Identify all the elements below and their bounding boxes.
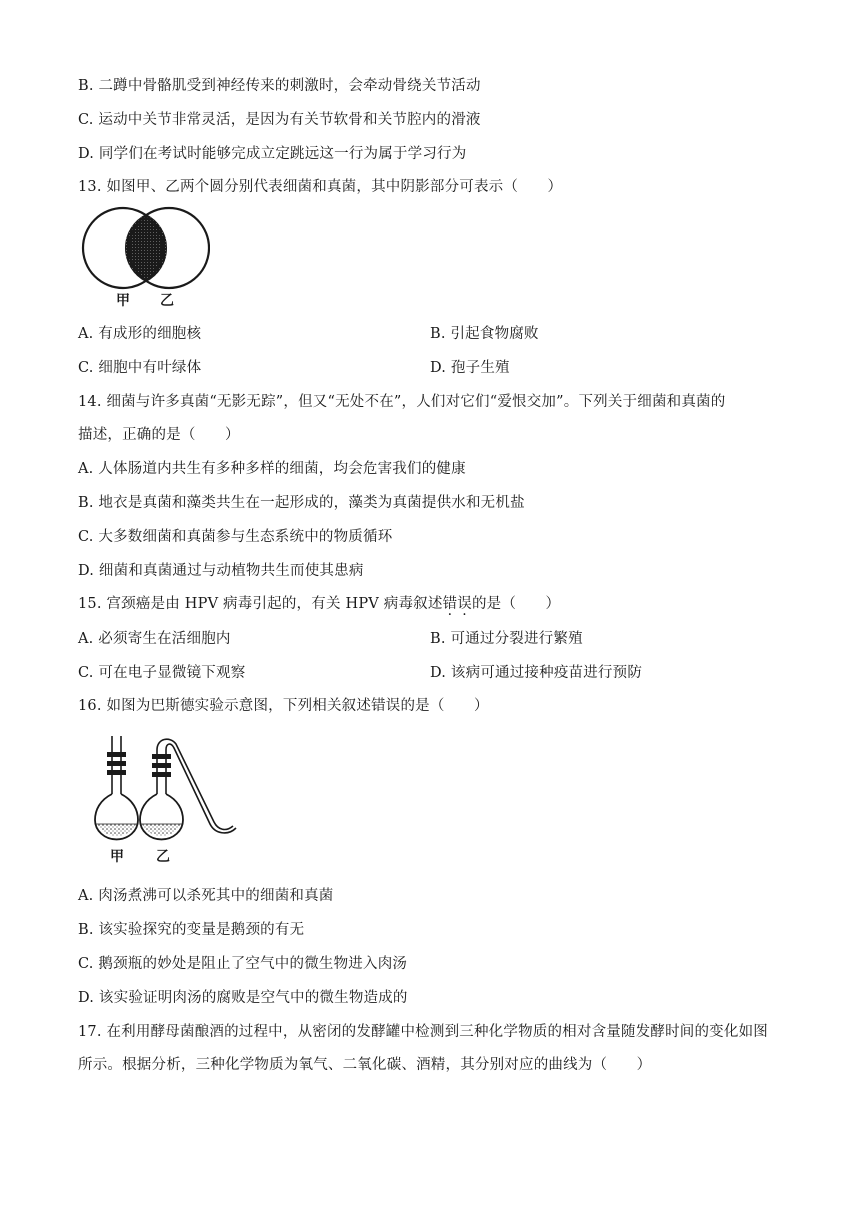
venn-label-yi: 乙	[160, 293, 174, 309]
q17-stem-line2: 所示。根据分析，三种化学物质为氧气、二氧化碳、酒精，其分别对应的曲线为（ ）	[78, 1057, 652, 1073]
pasteur-flask-diagram	[90, 732, 250, 844]
q15-stem-emph-1: 错	[442, 596, 458, 612]
q14-option-d: D. 细菌和真菌通过与动植物共生而使其患病	[78, 563, 364, 579]
q16-option-d: D. 该实验证明肉汤的腐败是空气中的微生物造成的	[78, 990, 408, 1006]
q12-option-c: C. 运动中关节非常灵活，是因为有关节软骨和关节腔内的滑液	[78, 112, 481, 128]
q15-stem	[78, 592, 560, 613]
q14-stem-line2: 描述，正确的是（ ）	[78, 427, 240, 443]
q16-option-b: B. 该实验探究的变量是鹅颈的有无	[78, 922, 305, 938]
flask-label-jia: 甲	[110, 849, 124, 865]
q14-option-a: A. 人体肠道内共生有多种多样的细菌，均会危害我们的健康	[78, 461, 466, 477]
q16-option-c: C. 鹅颈瓶的妙处是阻止了空气中的微生物进入肉汤	[78, 956, 408, 972]
flask-label-yi: 乙	[156, 849, 170, 865]
q13-option-d: D. 孢子生殖	[430, 360, 510, 376]
q15-stem-pre: 15. 宫颈癌是由 HPV 病毒引起的，有关 HPV 病毒叙述	[78, 596, 443, 612]
venn-diagram	[80, 204, 210, 308]
q17-stem-line1: 17. 在利用酵母菌酿酒的过程中，从密闭的发酵罐中检测到三种化学物质的相对含量随发酵时间的变化如图	[78, 1024, 768, 1040]
q14-option-c: C. 大多数细菌和真菌参与生态系统中的物质循环	[78, 529, 393, 545]
q12-option-d: D. 同学们在考试时能够完成立定跳远这一行为属于学习行为	[78, 146, 467, 162]
q16-option-a: A. 肉汤煮沸可以杀死其中的细菌和真菌	[78, 888, 334, 904]
q16-stem: 16. 如图为巴斯德实验示意图，下列相关叙述错误的是（ ）	[78, 698, 489, 714]
q14-option-b: B. 地衣是真菌和藻类共生在一起形成的，藻类为真菌提供水和无机盐	[78, 495, 525, 511]
q15-option-c: C. 可在电子显微镜下观察	[78, 665, 246, 681]
q14-stem-line1: 14. 细菌与许多真菌“无影无踪”，但又“无处不在”，人们对它们“爱恨交加”。下列关于细菌和真菌的	[78, 394, 726, 410]
venn-label-jia: 甲	[116, 293, 130, 309]
q12-option-b: B. 二蹲中骨骼肌受到神经传来的刺激时，会牵动骨绕关节活动	[78, 78, 481, 94]
q15-option-b: B. 可通过分裂进行繁殖	[430, 631, 583, 647]
q13-option-c: C. 细胞中有叶绿体	[78, 360, 202, 376]
q13-option-a: A. 有成形的细胞核	[78, 326, 202, 342]
q13-option-b: B. 引起食物腐败	[430, 326, 539, 342]
q15-option-d: D. 该病可通过接种疫苗进行预防	[430, 665, 643, 681]
q15-stem-post: 的是（ ）	[471, 596, 561, 612]
q13-stem: 13. 如图甲、乙两个圆分别代表细菌和真菌，其中阴影部分可表示（ ）	[78, 179, 563, 195]
q15-option-a: A. 必须寄生在活细胞内	[78, 631, 231, 647]
flask-jia	[95, 736, 138, 839]
q15-stem-emph-2: 误	[457, 596, 472, 612]
flask-yi	[140, 739, 236, 839]
